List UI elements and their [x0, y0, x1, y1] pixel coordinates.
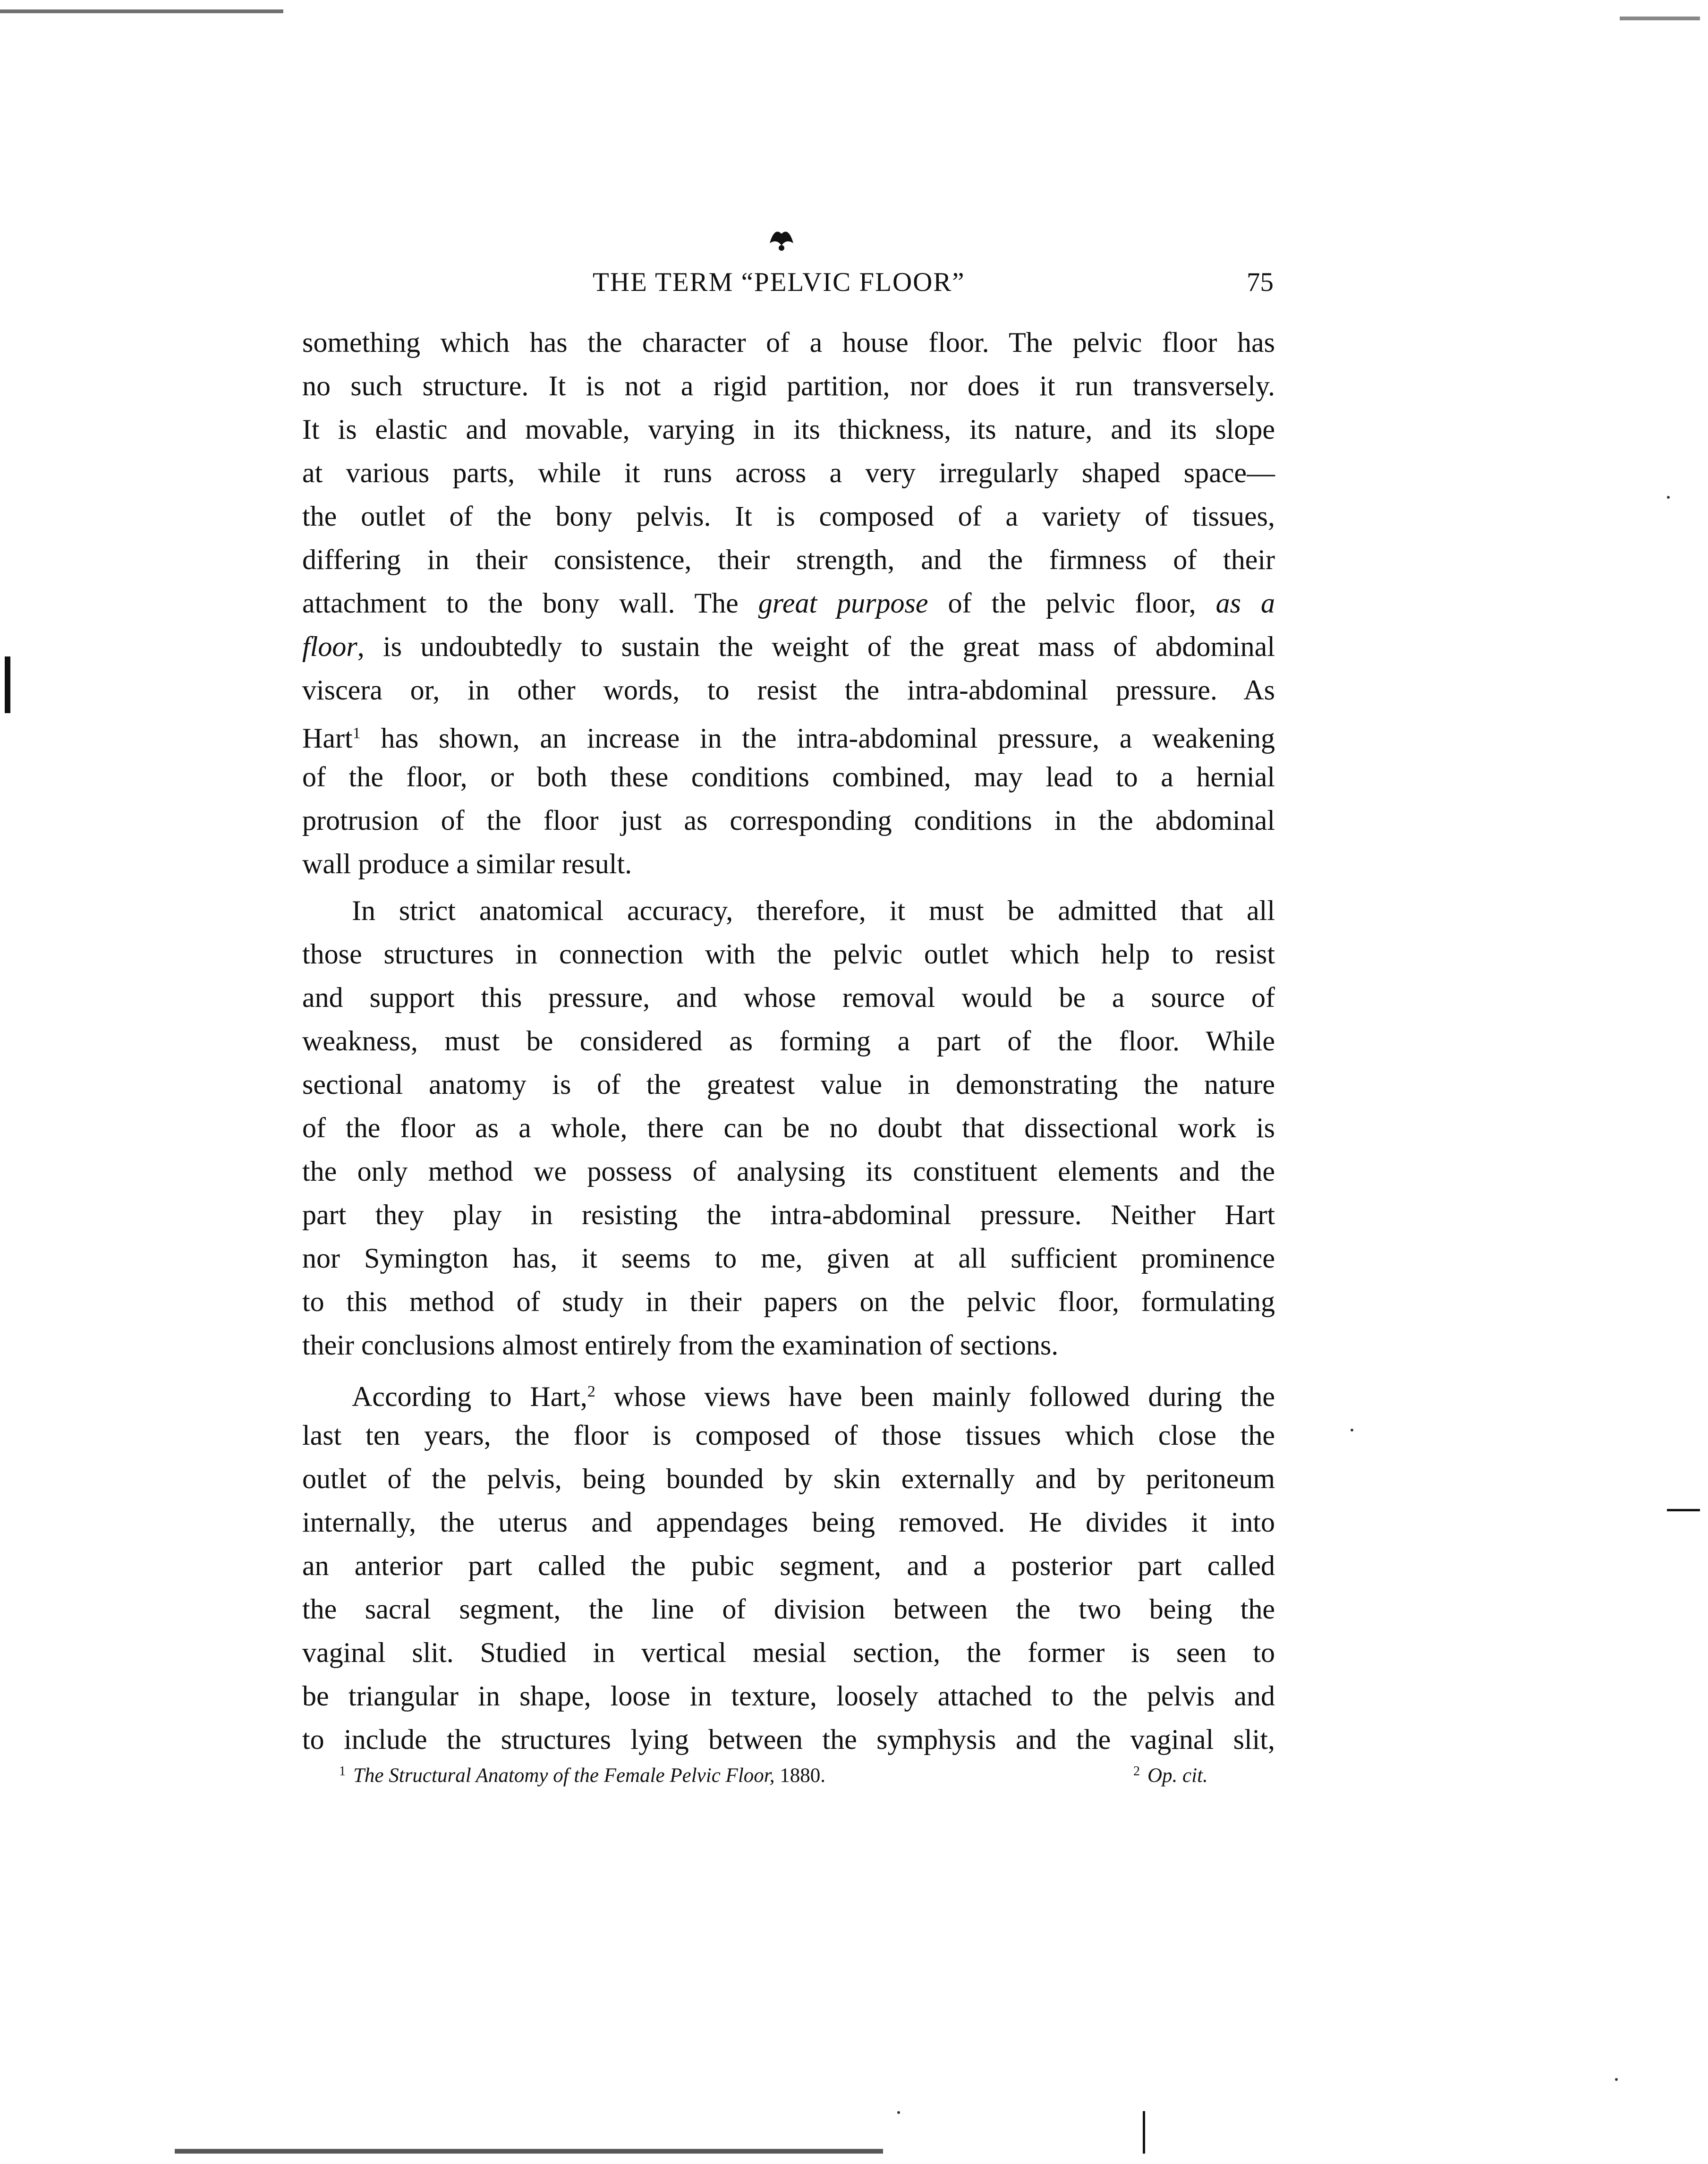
scan-artifact: [175, 2149, 883, 2154]
text-line: [302, 587, 1275, 620]
scan-artifact: [1351, 1429, 1353, 1431]
italic-run: floor: [302, 631, 357, 662]
footnote-1: [339, 1764, 825, 1787]
text-line: In strict anatomical accuracy, therefore, it must be admitted that all: [352, 895, 1275, 926]
footnote-ref: 2: [587, 1383, 595, 1400]
text-line: something which has the character of a house floor. The pelvic floor has: [302, 327, 1275, 358]
text-run: , is undoubtedly to sustain the weight of the great mass of abdominal: [357, 631, 1275, 662]
text-line: nor Symington has, it seems to me, given at all sufficient prominence: [302, 1243, 1275, 1274]
scan-artifact: [0, 9, 283, 13]
text-run: Hart: [302, 723, 353, 754]
scan-artifact: [1667, 496, 1670, 499]
text-line: [302, 630, 1275, 663]
footnote-ref: 1: [352, 724, 361, 742]
text-line: the only method we possess of analysing its constituent elements and the: [302, 1156, 1275, 1187]
footnote-2: [1133, 1764, 1208, 1787]
text-line: [352, 1375, 1275, 1412]
text-run: of the pelvic floor,: [928, 588, 1216, 619]
scan-artifact: [1667, 1509, 1700, 1511]
text-line: the outlet of the bony pelvis. It is composed of a variety of tissues,: [302, 501, 1275, 532]
footnote-text: Op. cit.: [1147, 1764, 1208, 1787]
italic-run: as a: [1215, 588, 1275, 619]
text-line: protrusion of the floor just as corresponding conditions in the abdominal: [302, 805, 1275, 836]
text-line: be triangular in shape, loose in texture, loosely attached to the pelvis and: [302, 1680, 1275, 1712]
text-run: whose views have been mainly followed during the: [595, 1381, 1275, 1412]
text-line: those structures in connection with the pelvic outlet which help to resist: [302, 938, 1275, 970]
text-line: sectional anatomy is of the greatest value in demonstrating the nature: [302, 1069, 1275, 1100]
text-line: last ten years, the floor is composed of those tissues which close the: [302, 1420, 1275, 1451]
scan-artifact: [1620, 17, 1700, 20]
scan-artifact: [5, 656, 10, 713]
footnote-year: 1880.: [774, 1764, 825, 1787]
text-line: wall produce a similar result.: [302, 848, 632, 879]
fleuron-ornament-icon: [765, 224, 798, 253]
footnote-mark: 1: [339, 1764, 346, 1779]
text-run: According to Hart,: [352, 1381, 587, 1412]
text-run: attachment to the bony wall. The: [302, 588, 758, 619]
text-line: at various parts, while it runs across a very irregularly shaped space—: [302, 457, 1275, 488]
text-line: weakness, must be considered as forming a part of the floor. While: [302, 1025, 1275, 1056]
text-run: has shown, an increase in the intra-abdominal pressure, a weakening: [360, 723, 1275, 754]
text-line: [302, 717, 1275, 754]
text-line: differing in their consistence, their strength, and the firmness of their: [302, 544, 1275, 575]
text-line: of the floor as a whole, there can be no doubt that dissectional work is: [302, 1112, 1275, 1143]
text-line: the sacral segment, the line of division between the two being the: [302, 1593, 1275, 1625]
text-line: vaginal slit. Studied in vertical mesial section, the former is seen to: [302, 1637, 1275, 1668]
text-line: internally, the uterus and appendages being removed. He divides it into: [302, 1507, 1275, 1538]
text-line: their conclusions almost entirely from the examination of sections.: [302, 1329, 1059, 1361]
text-line: an anterior part called the pubic segment, and a posterior part called: [302, 1550, 1275, 1581]
text-line: It is elastic and movable, varying in its thickness, its nature, and its slope: [302, 414, 1275, 445]
page-number: 75: [1247, 267, 1274, 297]
text-line: to include the structures lying between the symphysis and the vaginal slit,: [302, 1724, 1275, 1755]
text-line: part they play in resisting the intra-abdominal pressure. Neither Hart: [302, 1199, 1275, 1230]
running-head: THE TERM “PELVIC FLOOR”: [593, 267, 965, 297]
italic-run: great purpose: [758, 588, 928, 619]
text-line: outlet of the pelvis, being bounded by skin externally and by peritoneum: [302, 1463, 1275, 1494]
text-line: viscera or, in other words, to resist the intra-abdominal pressure. As: [302, 674, 1275, 706]
text-line: and support this pressure, and whose removal would be a source of: [302, 982, 1275, 1013]
scan-artifact: [897, 2111, 900, 2114]
scan-artifact: [1615, 2078, 1618, 2081]
text-line: of the floor, or both these conditions combined, may lead to a hernial: [302, 761, 1275, 792]
text-line: no such structure. It is not a rigid partition, nor does it run transversely.: [302, 370, 1275, 401]
scan-artifact: [1143, 2111, 1145, 2154]
footnote-mark: 2: [1133, 1764, 1140, 1779]
footnote-title: The Structural Anatomy of the Female Pelvic Floor,: [353, 1764, 775, 1787]
text-line: to this method of study in their papers on the pelvic floor, formulating: [302, 1286, 1275, 1317]
